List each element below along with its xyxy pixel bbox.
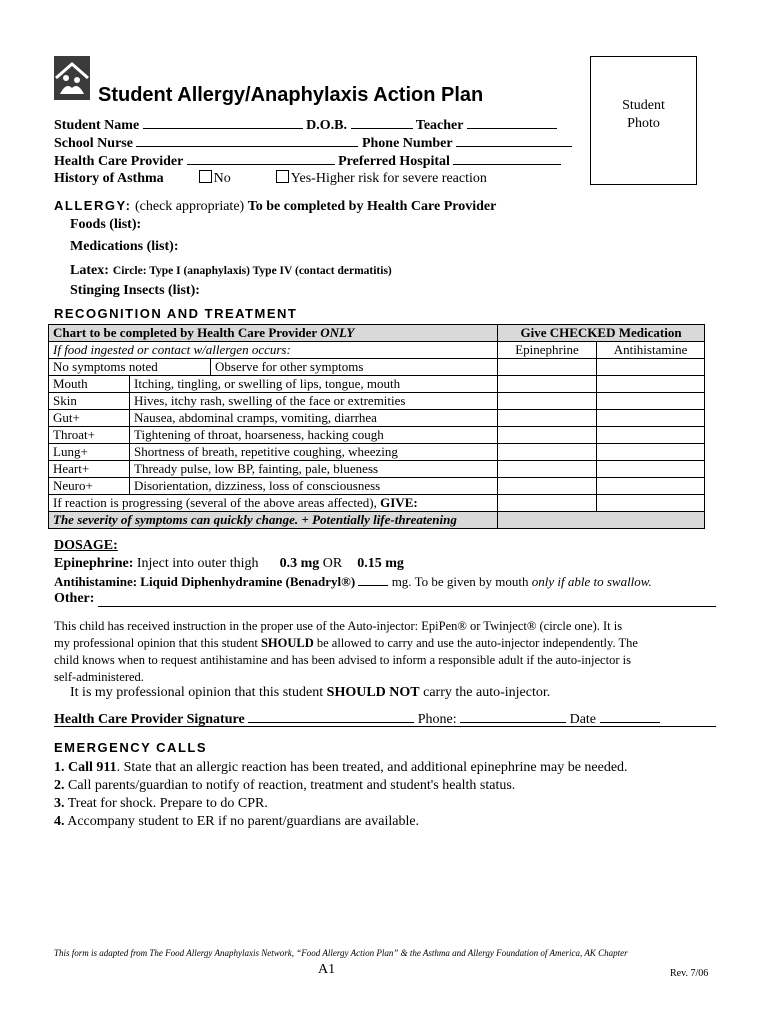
epinephrine-check-cell[interactable] (498, 478, 597, 495)
info-row-4 (54, 170, 487, 187)
table-subheader-row (49, 342, 705, 359)
table-row (49, 410, 705, 427)
dose-or: OR (322, 556, 343, 571)
antihist-mg-text: mg. To be given by mouth (391, 574, 529, 589)
allergy-check-text: (check appropriate) (134, 199, 245, 214)
emergency-text: Call parents/guardian to notify of reaction, treatment and student's health status. (64, 778, 516, 793)
table-row (49, 359, 705, 376)
signature-date-field[interactable] (600, 710, 660, 723)
observe-cell: Observe for other symptoms (211, 359, 498, 376)
page-number: A1 (318, 962, 336, 977)
school-nurse-field[interactable] (136, 134, 358, 147)
antihistamine-check-cell[interactable] (597, 359, 705, 376)
phone-number-label: Phone Number (361, 136, 453, 151)
asthma-no-checkbox[interactable] (199, 170, 212, 183)
area-cell: Heart+ (49, 461, 130, 478)
table-row (49, 393, 705, 410)
asthma-yes-checkbox[interactable] (276, 170, 289, 183)
epinephrine-check-cell[interactable] (498, 461, 597, 478)
stinging-label: Stinging Insects (list): (70, 283, 200, 298)
list-item (54, 795, 628, 813)
epinephrine-column-header: Epinephrine (498, 342, 597, 359)
consent-paragraph (54, 618, 714, 686)
antihistamine-check-cell[interactable] (597, 461, 705, 478)
latex-circle-text: Circle: Type I (anaphylaxis) Type IV (contact dermatitis) (112, 265, 392, 277)
table-header-row (49, 325, 705, 342)
teacher-label: Teacher (415, 118, 464, 133)
consent-line-2 (54, 635, 714, 652)
epinephrine-check-cell[interactable] (498, 393, 597, 410)
table-footer-row (49, 512, 705, 529)
logo-image (54, 56, 90, 100)
dosage-heading: DOSAGE: (54, 538, 118, 553)
info-row-3 (54, 152, 561, 170)
asthma-yes-label: Yes-Higher risk for severe reaction (290, 171, 487, 186)
antihist-mg-field[interactable] (358, 575, 388, 586)
antihistamine-check-cell[interactable] (597, 376, 705, 393)
symptoms-cell: Tightening of throat, hoarseness, hacking cough (130, 427, 498, 444)
epinephrine-check-cell[interactable] (498, 359, 597, 376)
area-cell: Neuro+ (49, 478, 130, 495)
allergy-heading-row (54, 198, 496, 215)
symptoms-cell: Thready pulse, low BP, fainting, pale, blueness (130, 461, 498, 478)
epinephrine-check-cell[interactable] (498, 410, 597, 427)
list-item (54, 777, 628, 795)
antihistamine-check-cell[interactable] (597, 393, 705, 410)
asthma-label: History of Asthma (54, 171, 164, 186)
provider-label: Health Care Provider (54, 154, 184, 169)
emergency-list (54, 759, 628, 831)
info-row-2 (54, 134, 572, 152)
antihistamine-check-cell[interactable] (597, 410, 705, 427)
give-text: GIVE: (380, 495, 418, 510)
consent-line-4: self-administered. (54, 670, 144, 684)
hospital-label: Preferred Hospital (338, 154, 450, 169)
emergency-num: 4. (54, 814, 65, 829)
teacher-field[interactable] (467, 116, 557, 129)
consent-should: SHOULD (260, 636, 314, 650)
allergy-completed-by: To be completed by Health Care Provider (247, 199, 497, 214)
signature-date-label: Date (569, 712, 597, 727)
signature-phone-field[interactable] (460, 710, 566, 723)
chart-header-text: Chart to be completed by Health Care Provider (53, 325, 317, 340)
latex-label: Latex: (70, 263, 109, 278)
epinephrine-check-cell[interactable] (498, 495, 597, 512)
student-photo-box[interactable] (590, 56, 697, 185)
symptoms-cell: Shortness of breath, repetitive coughing, wheezing (130, 444, 498, 461)
antihistamine-check-cell[interactable] (597, 444, 705, 461)
list-item (54, 813, 628, 831)
photo-label-photo: Photo (627, 116, 660, 131)
progressing-text: If reaction is progressing (several of the above areas affected), (53, 495, 377, 510)
table-row (49, 376, 705, 393)
signature-phone-label: Phone: (417, 712, 457, 727)
revision: Rev. 7/06 (670, 968, 709, 979)
photo-label-student: Student (622, 98, 665, 113)
table-row (49, 427, 705, 444)
symptoms-cell: Itching, tingling, or swelling of lips, tongue, mouth (130, 376, 498, 393)
signature-field[interactable] (248, 710, 414, 723)
emergency-text: . State that an allergic reaction has been treated, and additional epinephrine may be needed. (116, 760, 628, 775)
chart-header-only: ONLY (320, 325, 355, 340)
medications-label: Medications (list): (70, 239, 179, 254)
epinephrine-check-cell[interactable] (498, 444, 597, 461)
table-row (49, 444, 705, 461)
signature-divider (54, 726, 716, 727)
consent-text-2a: my professional opinion that this student (54, 636, 258, 650)
give-checked-header: Give CHECKED Medication (498, 325, 705, 342)
antihist-label: Antihistamine: Liquid Diphenhydramine (Benadryl®) (54, 574, 356, 589)
no-symptoms-cell: No symptoms noted (49, 359, 211, 376)
progressing-cell (49, 495, 498, 512)
emergency-num: 3. (54, 796, 65, 811)
if-food-cell: If food ingested or contact w/allergen occurs: (49, 342, 498, 359)
recognition-heading: RECOGNITION AND TREATMENT (54, 306, 298, 321)
antihistamine-dose-row (54, 574, 652, 590)
symptoms-cell: Disorientation, dizziness, loss of consciousness (130, 478, 498, 495)
area-cell: Throat+ (49, 427, 130, 444)
dob-label: D.O.B. (306, 118, 348, 133)
dose-0-15[interactable]: 0.15 mg (357, 556, 404, 571)
should-not-text-b: carry the auto-injector. (423, 685, 551, 700)
dob-field[interactable] (351, 116, 413, 129)
antihistamine-check-cell[interactable] (597, 427, 705, 444)
emergency-num: 2. (54, 778, 65, 793)
asthma-no-label: No (213, 171, 231, 186)
antihist-only-if: only if able to swallow. (531, 574, 652, 589)
emergency-num: 1. Call 911 (54, 760, 117, 775)
dose-0-3[interactable]: 0.3 mg (279, 556, 320, 571)
emergency-text: Accompany student to ER if no parent/guardians are available. (64, 814, 420, 829)
signature-label: Health Care Provider Signature (54, 712, 245, 727)
foods-label: Foods (list): (70, 217, 142, 232)
table-row (49, 495, 705, 512)
area-cell: Mouth (49, 376, 130, 393)
epinephrine-check-cell[interactable] (498, 376, 597, 393)
consent-text-2b: be allowed to carry and use the auto-injector independently. The (316, 636, 638, 650)
provider-field[interactable] (187, 152, 335, 165)
should-not-text-a: It is my professional opinion that this student (70, 685, 324, 700)
area-cell: Gut+ (49, 410, 130, 427)
student-name-field[interactable] (143, 116, 303, 129)
recognition-table (48, 324, 705, 529)
epinephrine-check-cell[interactable] (498, 427, 597, 444)
info-row-1 (54, 116, 557, 134)
symptoms-cell: Hives, itchy rash, swelling of the face or extremities (130, 393, 498, 410)
area-cell: Lung+ (49, 444, 130, 461)
antihistamine-check-cell[interactable] (597, 478, 705, 495)
phone-number-field[interactable] (456, 134, 572, 147)
epi-label: Epinephrine: (54, 556, 134, 571)
should-not-row (70, 685, 550, 701)
area-cell: Skin (49, 393, 130, 410)
epi-text: Inject into outer thigh (136, 556, 259, 571)
epinephrine-dose-row (54, 556, 404, 572)
table-row (49, 478, 705, 495)
page-title: Student Allergy/Anaphylaxis Action Plan (98, 84, 484, 106)
consent-line-1: This child has received instruction in the proper use of the Auto-injector: EpiPen® or Twinject® (circle one). It is (54, 619, 623, 633)
latex-row (70, 261, 392, 279)
hospital-field[interactable] (453, 152, 561, 165)
list-item (54, 759, 628, 777)
emergency-heading: EMERGENCY CALLS (54, 740, 207, 755)
antihistamine-check-cell[interactable] (597, 495, 705, 512)
footer-source: This form is adapted from The Food Allergy Anaphylaxis Network, “Food Allergy Action Plan” & the Asthma and Allergy Foundation of America, AK Chapter (54, 948, 628, 958)
consent-line-3: child knows when to request antihistamine and has been advised to inform a responsible adult if the auto-injector is (54, 653, 631, 667)
antihistamine-column-header: Antihistamine (597, 342, 705, 359)
table-row (49, 461, 705, 478)
chart-header-cell (49, 325, 498, 342)
student-name-label: Student Name (54, 118, 140, 133)
severity-cell: The severity of symptoms can quickly change. + Potentially life-threatening (49, 512, 498, 529)
other-line[interactable] (98, 606, 716, 607)
should-not: SHOULD NOT (326, 685, 420, 700)
symptoms-cell: Nausea, abdominal cramps, vomiting, diarrhea (130, 410, 498, 427)
severity-blank-cell (498, 512, 705, 529)
allergy-heading: ALLERGY: (54, 198, 132, 213)
other-label: Other: (54, 591, 95, 606)
emergency-text: Treat for shock. Prepare to do CPR. (64, 796, 268, 811)
school-nurse-label: School Nurse (54, 136, 133, 151)
